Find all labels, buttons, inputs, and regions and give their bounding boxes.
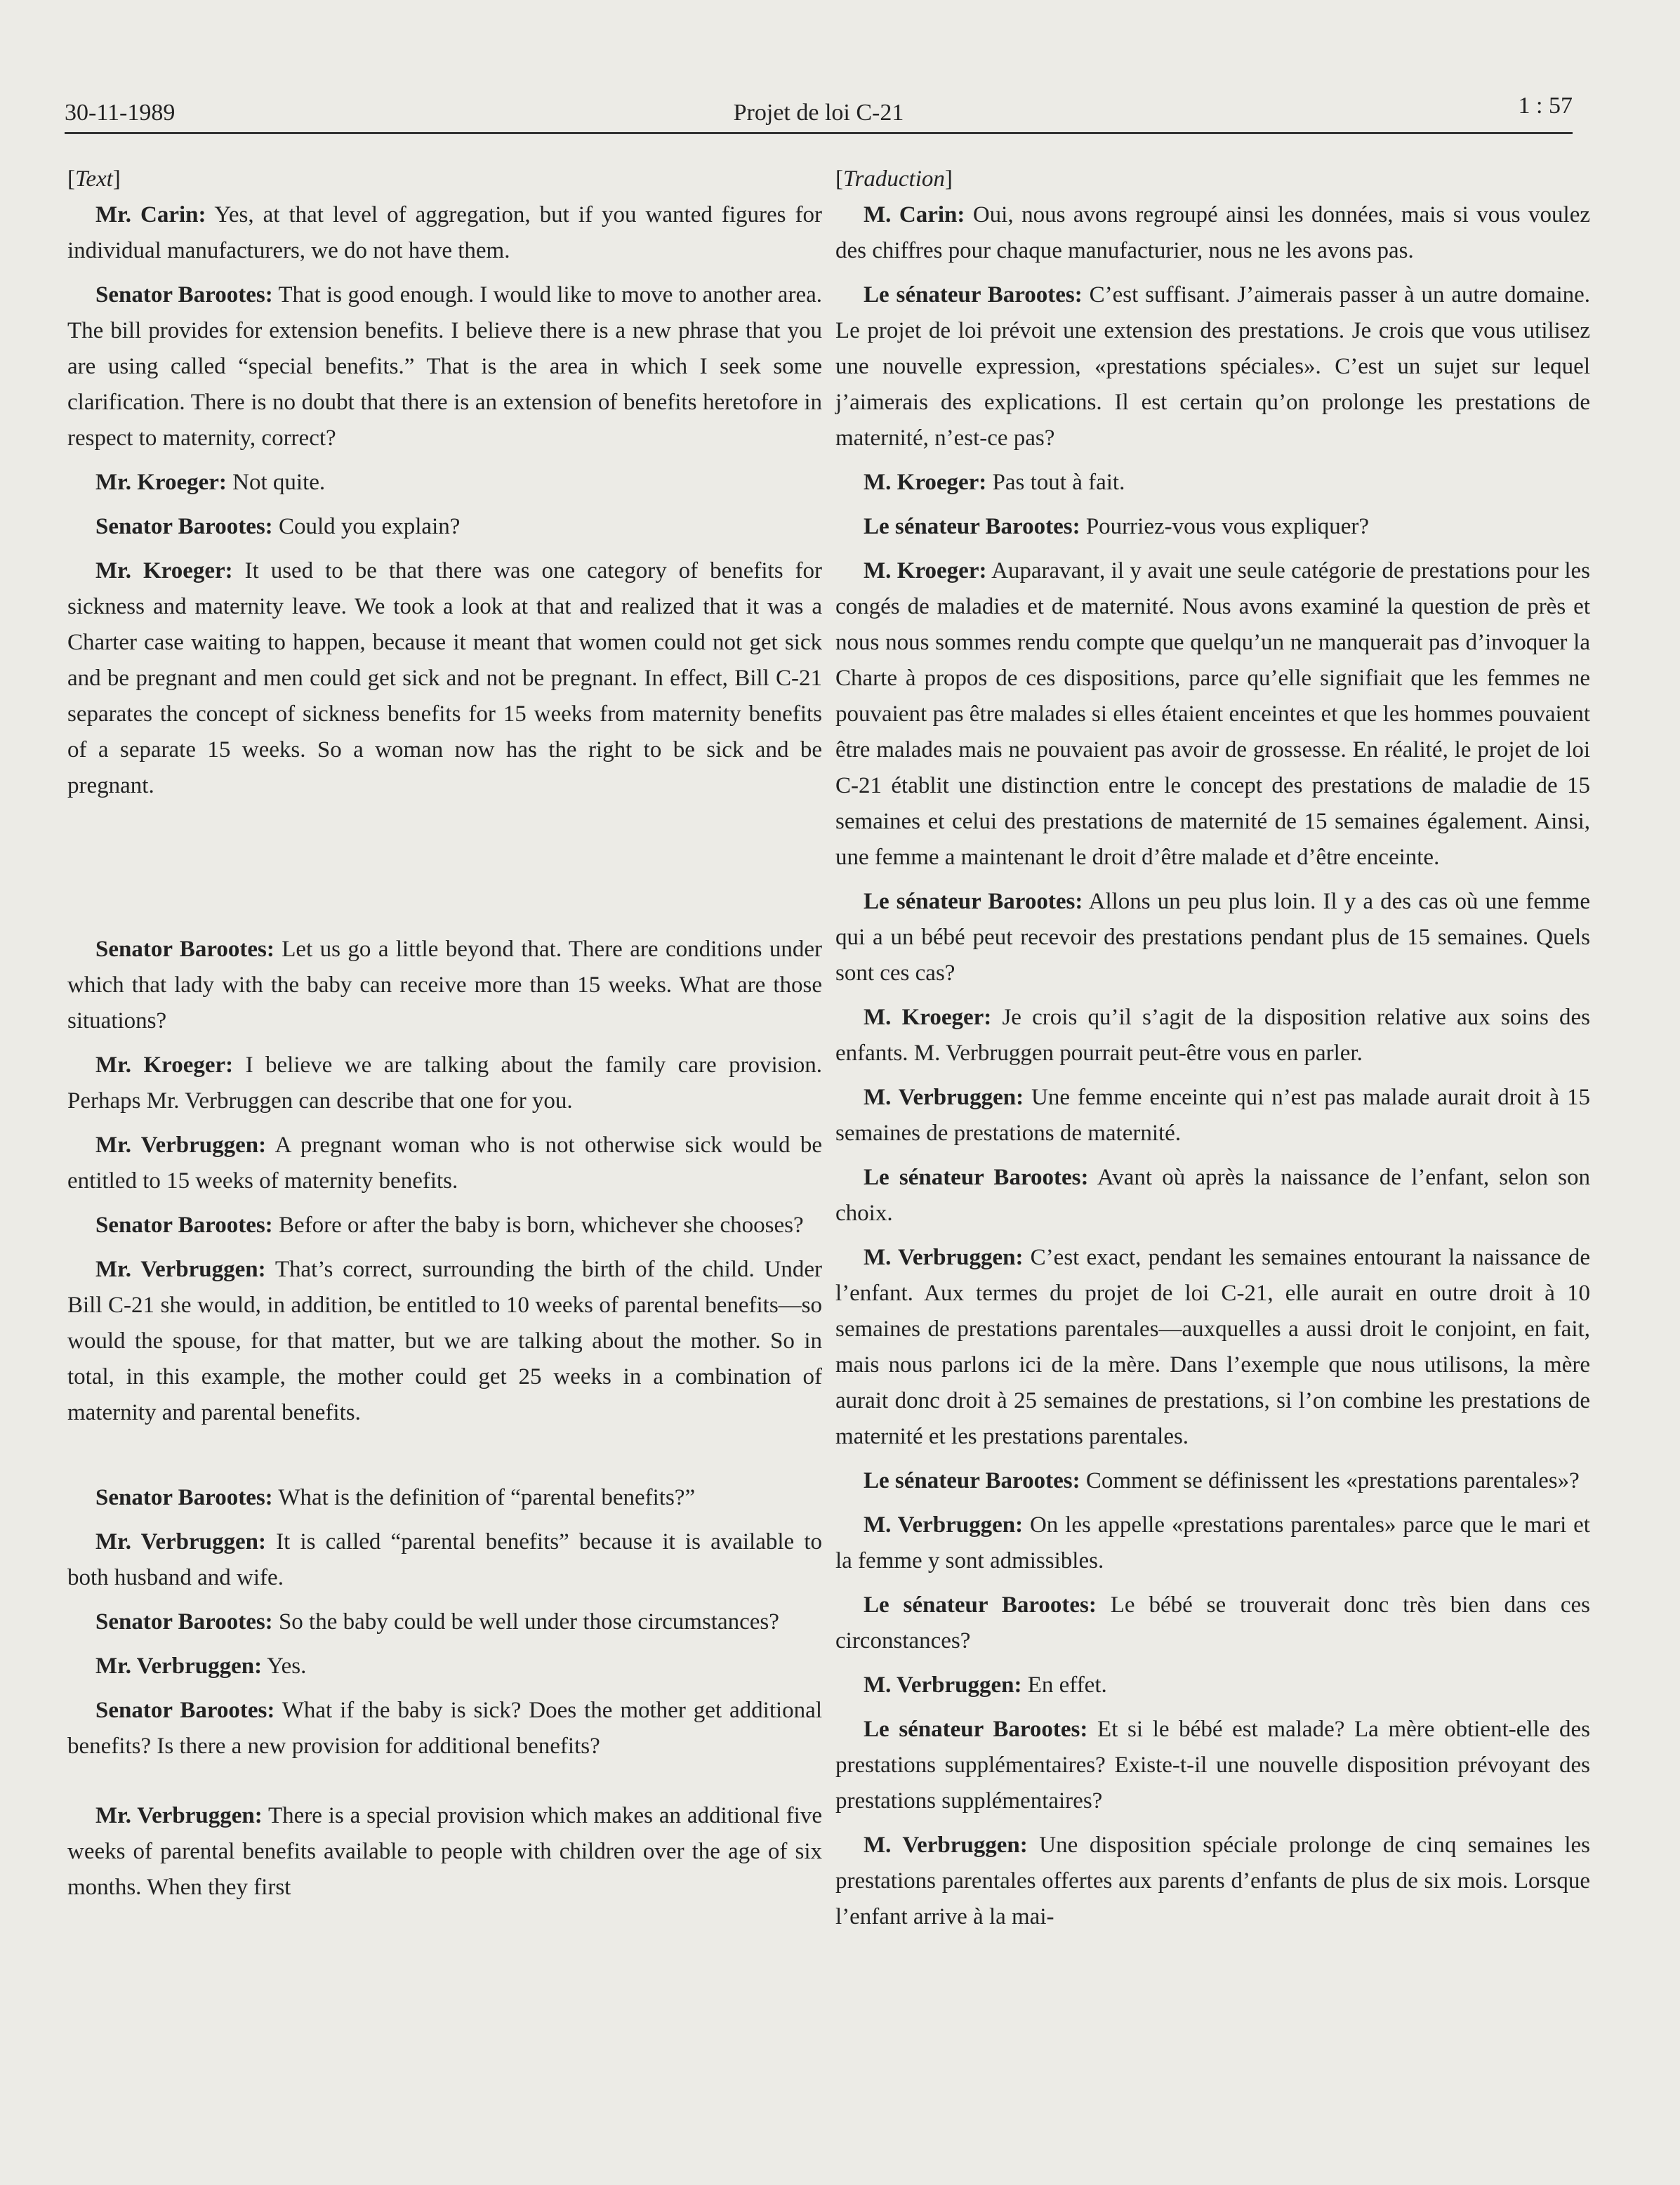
speaker: M. Carin: bbox=[864, 202, 965, 227]
speech: That’s correct, surrounding the birth of the child. Under Bill C-21 she would, in addition, be entitled to 10 weeks of parental benefits—so would the spouse, for that matter, but we are talking about the mother. So in total, in this example, the mother could get 25 weeks in a combination of maternity and parental benefits. bbox=[67, 1257, 822, 1425]
speaker: Senator Barootes: bbox=[95, 514, 273, 539]
speaker: Le sénateur Barootes: bbox=[864, 1717, 1088, 1742]
paragraph bbox=[67, 1252, 822, 1431]
speaker: Senator Barootes: bbox=[95, 1698, 275, 1723]
speech: Une disposition spéciale prolonge de cinq semaines les prestations parentales offertes aux parents d’enfants de plus de six mois. Lorsque l’enfant arrive à la mai- bbox=[835, 1833, 1590, 1929]
speaker: M. Verbruggen: bbox=[864, 1672, 1022, 1698]
section-label-traduction-word: Traduction bbox=[843, 166, 945, 192]
speaker: Le sénateur Barootes: bbox=[864, 889, 1083, 914]
speech: That is good enough. I would like to move to another area. The bill provides for extension benefits. I believe there is a new phrase that you are using called “special benefits.” That is the area in which I seek some clarification. There is no doubt that there is an extension of benefits heretofore in respect to maternity, correct? bbox=[67, 282, 822, 451]
speaker: M. Kroeger: bbox=[864, 1005, 992, 1030]
speech: Not quite. bbox=[226, 470, 326, 495]
french-column bbox=[835, 161, 1590, 1943]
paragraph bbox=[835, 1507, 1590, 1579]
speaker: Mr. Verbruggen: bbox=[95, 1529, 267, 1554]
speaker: M. Kroeger: bbox=[864, 558, 987, 583]
paragraph bbox=[835, 1587, 1590, 1659]
column-gap bbox=[67, 812, 822, 932]
speech: It is called “parental benefits” because it is available to both husband and wife. bbox=[67, 1529, 823, 1590]
speech: Before or after the baby is born, whichever she chooses? bbox=[272, 1213, 804, 1238]
speaker: M. Verbruggen: bbox=[864, 1245, 1024, 1270]
column-gap bbox=[67, 1439, 822, 1480]
speaker: Mr. Verbruggen: bbox=[95, 1803, 263, 1828]
speech: So the baby could be well under those circumstances? bbox=[272, 1609, 779, 1635]
paragraph bbox=[67, 932, 822, 1039]
speaker: Le sénateur Barootes: bbox=[864, 514, 1080, 539]
paragraph bbox=[67, 1524, 822, 1596]
paragraph bbox=[835, 1080, 1590, 1151]
speech: Comment se définissent les «prestations parentales»? bbox=[1080, 1468, 1580, 1493]
paragraph bbox=[67, 1693, 822, 1764]
speech: What if the baby is sick? Does the mother get additional benefits? Is there a new provision for additional benefits? bbox=[67, 1698, 822, 1759]
speaker: Mr. Verbruggen: bbox=[95, 1653, 263, 1679]
speaker: Le sénateur Barootes: bbox=[864, 1165, 1089, 1190]
paragraph bbox=[835, 553, 1590, 876]
english-column bbox=[67, 161, 822, 1914]
speech: I believe we are talking about the family care provision. Perhaps Mr. Verbruggen can describe that one for you. bbox=[67, 1052, 822, 1114]
speaker: Senator Barootes: bbox=[95, 937, 275, 962]
speaker: Mr. Verbruggen: bbox=[95, 1257, 266, 1282]
paragraph bbox=[835, 1160, 1590, 1232]
speaker: Mr. Kroeger: bbox=[95, 1052, 234, 1078]
paragraph bbox=[67, 1128, 822, 1199]
speech: Let us go a little beyond that. There are conditions under which that lady with the baby can receive more than 15 weeks. What are those situations? bbox=[67, 937, 822, 1034]
speech: Avant où après la naissance de l’enfant, selon son choix. bbox=[835, 1165, 1590, 1226]
speech: Je crois qu’il s’agit de la disposition relative aux soins des enfants. M. Verbruggen pourrait peut-être vous en parler. bbox=[835, 1005, 1590, 1066]
speaker: M. Verbruggen: bbox=[864, 1512, 1024, 1538]
speech: C’est suffisant. J’aimerais passer à un autre domaine. Le projet de loi prévoit une extension des prestations. Je crois que vous utilisez une nouvelle expression, «prestations spéciales». C’est un sujet sur lequel j’aimerais des explications. Il est certain qu’on prolonge les prestations de maternité, n’est-ce pas? bbox=[835, 282, 1591, 451]
speech: What is the definition of “parental benefits?” bbox=[272, 1485, 696, 1510]
paragraph bbox=[67, 553, 822, 804]
speech: It used to be that there was one category of benefits for sickness and maternity leave. We took a look at that and realized that it was a Charter case waiting to happen, because it meant that women could not get sick and be pregnant and men could get sick and not be pregnant. In effect, Bill C-21 separates the concept of sickness benefits for 15 weeks from maternity benefits of a separate 15 weeks. So a woman now has the right to be sick and be pregnant. bbox=[67, 558, 822, 798]
speaker: Mr. Carin: bbox=[95, 202, 206, 227]
speech: Le bébé se trouverait donc très bien dans ces circonstances? bbox=[835, 1592, 1590, 1653]
speech: Allons un peu plus loin. Il y a des cas où une femme qui a un bébé peut recevoir des prestations pendant plus de 15 semaines. Quels sont ces cas? bbox=[835, 889, 1590, 986]
header-page-number: 1 : 57 bbox=[1518, 93, 1573, 119]
speaker: Le sénateur Barootes: bbox=[864, 1468, 1080, 1493]
section-label-text: [Text] bbox=[67, 166, 121, 192]
speech: On les appelle «prestations parentales» parce que le mari et la femme y sont admissibles. bbox=[835, 1512, 1590, 1573]
paragraph bbox=[67, 509, 822, 545]
page-header bbox=[65, 70, 1573, 134]
paragraph bbox=[67, 1798, 822, 1906]
paragraph bbox=[835, 465, 1590, 501]
paragraph bbox=[67, 1208, 822, 1243]
paragraph bbox=[835, 1240, 1590, 1455]
speaker: Senator Barootes: bbox=[95, 1213, 273, 1238]
paragraph bbox=[67, 1649, 822, 1684]
paragraph bbox=[67, 1604, 822, 1640]
paragraph bbox=[67, 465, 822, 501]
speaker: Senator Barootes: bbox=[95, 1609, 273, 1635]
header-date: 30-11-1989 bbox=[65, 100, 176, 126]
paragraph bbox=[835, 1712, 1590, 1819]
speaker: M. Verbruggen: bbox=[864, 1085, 1024, 1110]
speech: Pourriez-vous vous expliquer? bbox=[1080, 514, 1370, 539]
paragraph bbox=[835, 1828, 1590, 1935]
speaker: Le sénateur Barootes: bbox=[864, 1592, 1097, 1618]
paragraph bbox=[835, 197, 1590, 269]
speaker: Mr. Kroeger: bbox=[95, 470, 227, 495]
speech: Oui, nous avons regroupé ainsi les données, mais si vous voulez des chiffres pour chaque manufacturier, nous ne les avons pas. bbox=[835, 202, 1590, 263]
speaker: Le sénateur Barootes: bbox=[864, 282, 1083, 308]
speech: Pas tout à fait. bbox=[986, 470, 1125, 495]
paragraph bbox=[835, 277, 1590, 456]
speech: Yes, at that level of aggregation, but if you wanted figures for individual manufacturers, we do not have them. bbox=[67, 202, 822, 263]
speaker: M. Verbruggen: bbox=[864, 1833, 1028, 1858]
speech: Auparavant, il y avait une seule catégorie de prestations pour les congés de maladies et de maternité. Nous avons examiné la question de près et nous nous sommes rendu compte que quelqu’un ne manquerait pas d’invoquer la Charte à propos de ces dispositions, parce qu’elle signifiait que les femmes ne pouvaient pas être malades si elles étaient enceintes et que les hommes pouvaient être malades mais ne pouvaient pas avoir de grossesse. En réalité, le projet de loi C-21 établit une distinction entre le concept des prestations de maladie de 15 semaines et celui des prestations de maternité de 15 semaines également. Ainsi, une femme a maintenant le droit d’être malade et d’être enceinte. bbox=[835, 558, 1590, 870]
paragraph bbox=[67, 197, 822, 269]
speech: En effet. bbox=[1021, 1672, 1107, 1698]
speech: Et si le bébé est malade? La mère obtient-elle des prestations supplémentaires? Existe-t-il une nouvelle disposition prévoyant des prestations supplémentaires? bbox=[835, 1717, 1590, 1814]
speaker: M. Kroeger: bbox=[864, 470, 987, 495]
speech: A pregnant woman who is not otherwise sick would be entitled to 15 weeks of maternity benefits. bbox=[67, 1133, 822, 1194]
speech: C’est exact, pendant les semaines entourant la naissance de l’enfant. Aux termes du projet de loi C-21, elle aurait en outre droit à 10 semaines de prestations parentales—auxquelles a aussi droit le conjoint, en fait, mais nous parlons ici de la mère. Dans l’exemple que nous utilisons, la mère aurait donc droit à 25 semaines de prestations, si l’on combine les prestations de maternité et les prestations parentales. bbox=[835, 1245, 1590, 1449]
paragraph bbox=[67, 277, 822, 456]
speech: There is a special provision which makes an additional five weeks of parental benefits available to people with children over the age of six months. When they first bbox=[67, 1803, 822, 1900]
speech: Une femme enceinte qui n’est pas malade aurait droit à 15 semaines de prestations de maternité. bbox=[835, 1085, 1590, 1146]
speaker: Mr. Verbruggen: bbox=[95, 1133, 267, 1158]
speech: Yes. bbox=[262, 1653, 307, 1679]
speaker: Senator Barootes: bbox=[95, 1485, 273, 1510]
paragraph bbox=[67, 1048, 822, 1119]
paragraph bbox=[835, 1463, 1590, 1499]
paragraph bbox=[835, 509, 1590, 545]
paragraph bbox=[835, 1668, 1590, 1703]
speech: Could you explain? bbox=[272, 514, 461, 539]
column-gap bbox=[67, 1773, 822, 1798]
paragraph bbox=[67, 1480, 822, 1516]
section-label-traduction: [Traduction] bbox=[835, 166, 953, 192]
paragraph bbox=[835, 884, 1590, 991]
paragraph bbox=[835, 1000, 1590, 1071]
header-title: Projet de loi C-21 bbox=[733, 100, 904, 126]
speaker: Mr. Kroeger: bbox=[95, 558, 233, 583]
speaker: Senator Barootes: bbox=[95, 282, 273, 308]
section-label-text-word: Text bbox=[75, 166, 113, 192]
